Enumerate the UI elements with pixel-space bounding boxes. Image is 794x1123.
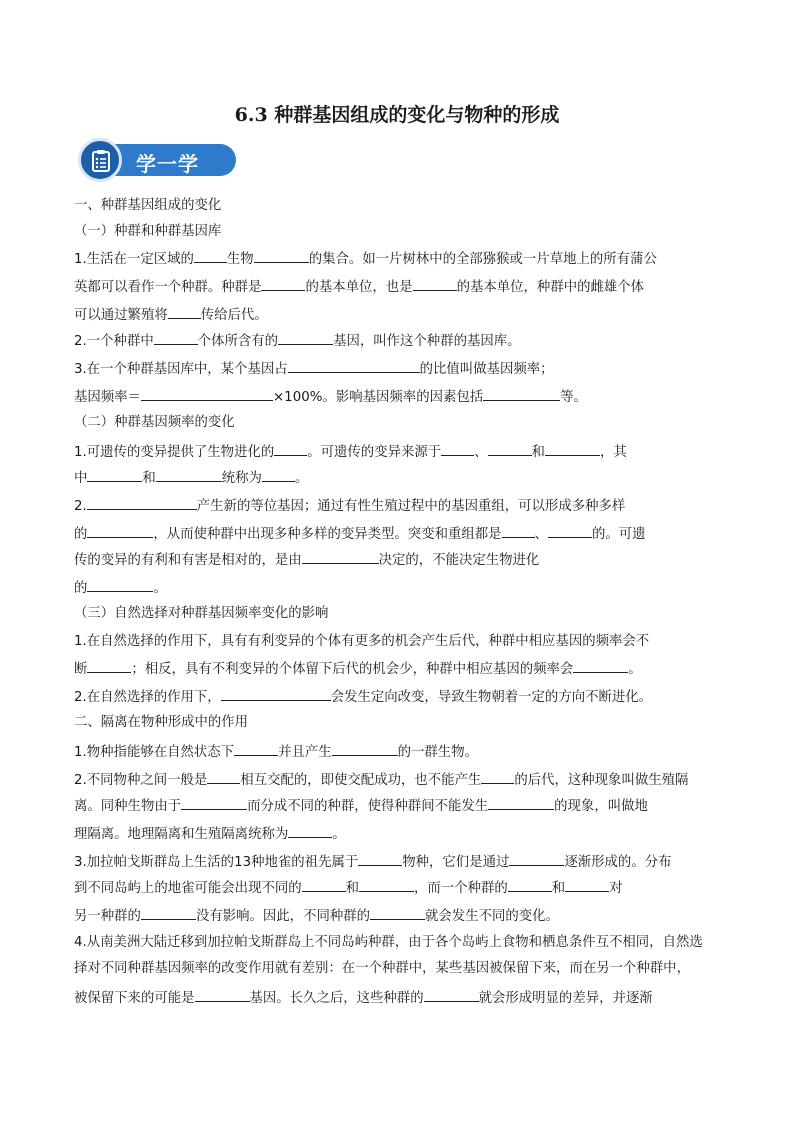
text-line: （一）种群和种群基因库 <box>74 224 222 239</box>
text-line: 1.在自然选择的作用下，具有有利变异的个体有更多的机会产生后代，种群中相应基因的频率会不 <box>74 634 650 649</box>
text-line: 传的变异的有利和有害是相对的，是由 决定的，不能决定生物进化 <box>74 549 539 571</box>
section-badge <box>78 138 236 182</box>
fill-blank[interactable] <box>87 495 197 510</box>
text-line: （二）种群基因频率的变化 <box>74 415 235 430</box>
fill-blank[interactable] <box>302 877 346 892</box>
fill-blank[interactable] <box>274 441 307 456</box>
fill-blank[interactable] <box>302 549 379 564</box>
fill-blank[interactable] <box>194 248 227 263</box>
fill-blank[interactable] <box>156 467 222 482</box>
text-line: 1.物种指能够在自然状态下 并且产生 的一群生物。 <box>74 741 478 763</box>
fill-blank[interactable] <box>87 523 153 538</box>
fill-blank[interactable] <box>370 905 425 920</box>
fill-blank[interactable] <box>502 523 535 538</box>
fill-blank[interactable] <box>288 358 420 373</box>
fill-blank[interactable] <box>488 441 532 456</box>
fill-blank[interactable] <box>565 877 609 892</box>
fill-blank[interactable] <box>234 741 278 756</box>
fill-blank[interactable] <box>207 769 240 784</box>
text-line: 3.在一个种群基因库中，某个基因占 的比值叫做基因频率； <box>74 358 554 380</box>
text-line: 中 和 统称为 。 <box>74 467 308 489</box>
fill-blank[interactable] <box>481 769 514 784</box>
text-line: 理隔离。地理隔离和生殖隔离统称为 。 <box>74 823 346 845</box>
text-line: 基因频率＝ ×100%。影响基因频率的因素包括 等。 <box>74 386 587 408</box>
fill-blank[interactable] <box>359 877 414 892</box>
fill-blank[interactable] <box>154 330 198 345</box>
text-line: 3.加拉帕戈斯群岛上生活的13种地雀的祖先属于 物种，它们是通过 逐渐形成的。分布 <box>74 851 672 873</box>
fill-blank[interactable] <box>141 905 196 920</box>
text-line: 二、隔离在物种形成中的作用 <box>74 715 249 730</box>
fill-blank[interactable] <box>488 795 554 810</box>
text-line: 2.在自然选择的作用下， 会发生定向改变，导致生物朝着一定的方向不断进化。 <box>74 686 652 708</box>
fill-blank[interactable] <box>181 795 247 810</box>
fill-blank[interactable] <box>573 658 628 673</box>
text-line: 2.不同物种之间一般是 相互交配的，即使交配成功，也不能产生 的后代，这种现象叫做生殖隔 <box>74 769 688 791</box>
text-line: 的 ，从而使种群中出现多种多样的变异类型。突变和重组都是 、 的。可遗 <box>74 523 646 545</box>
fill-blank[interactable] <box>545 441 600 456</box>
fill-blank[interactable] <box>332 741 398 756</box>
fill-blank[interactable] <box>261 276 305 291</box>
fill-blank[interactable] <box>254 248 309 263</box>
text-line: 1.生活在一定区域的 生物 的集合。如一片树林中的全部猕猴或一片草地上的所有蒲公 <box>74 248 657 270</box>
text-line: 离。同种生物由于 而分成不同的种群，使得种群间不能发生 的现象，叫做地 <box>74 795 648 817</box>
fill-blank[interactable] <box>441 441 474 456</box>
fill-blank[interactable] <box>413 276 457 291</box>
text-line: 英都可以看作一个种群。种群是 的基本单位，也是 的基本单位，种群中的雌雄个体 <box>74 276 644 298</box>
fill-blank[interactable] <box>262 467 295 482</box>
text-line: （三）自然选择对种群基因频率变化的影响 <box>74 606 329 621</box>
fill-blank[interactable] <box>483 386 560 401</box>
text-line: 一、种群基因组成的变化 <box>74 198 222 213</box>
clipboard-list-icon <box>78 138 122 182</box>
page-title: 6.3 种群基因组成的变化与物种的形成 <box>234 104 560 126</box>
fill-blank[interactable] <box>548 523 592 538</box>
text-line: 断 ；相反，具有不利变异的个体留下后代的机会少，种群中相应基因的频率会 。 <box>74 658 642 680</box>
fill-blank[interactable] <box>141 386 273 401</box>
badge-label: 学一学 <box>136 152 199 176</box>
fill-blank[interactable] <box>87 467 142 482</box>
fill-blank[interactable] <box>424 987 479 1002</box>
text-line: 4.从南美洲大陆迁移到加拉帕戈斯群岛上不同岛屿种群，由于各个岛屿上食物和栖息条件互不相同，自然选 <box>74 935 703 950</box>
fill-blank[interactable] <box>509 851 564 866</box>
fill-blank[interactable] <box>508 877 552 892</box>
text-line: 2.一个种群中 个体所含有的 基因，叫作这个种群的基因库。 <box>74 330 521 352</box>
text-line: 择对不同种群基因频率的改变作用就有差别：在一个种群中，某些基因被保留下来，而在另一个种群中， <box>74 961 690 976</box>
fill-blank[interactable] <box>195 987 250 1002</box>
fill-blank[interactable] <box>168 304 201 319</box>
text-line: 被保留下来的可能是 基因。长久之后，这些种群的 就会形成明显的差异，并逐渐 <box>74 987 653 1009</box>
text-line: 2. 产生新的等位基因；通过有性生殖过程中的基因重组，可以形成多种多样 <box>74 495 625 517</box>
fill-blank[interactable] <box>288 823 332 838</box>
fill-blank[interactable] <box>278 330 333 345</box>
fill-blank[interactable] <box>358 851 402 866</box>
text-line: 另一种群的 没有影响。因此，不同种群的 就会发生不同的变化。 <box>74 905 559 927</box>
fill-blank[interactable] <box>87 658 131 673</box>
fill-blank[interactable] <box>221 686 331 701</box>
text-line: 1.可遗传的变异提供了生物进化的 。可遗传的变异来源于 、 和 ，其 <box>74 441 627 463</box>
text-line: 到不同岛屿上的地雀可能会出现不同的 和 ，而一个种群的 和 对 <box>74 877 623 899</box>
text-line: 可以通过繁殖将 传给后代。 <box>74 304 268 326</box>
text-line: 的 。 <box>74 577 167 599</box>
fill-blank[interactable] <box>87 577 153 592</box>
